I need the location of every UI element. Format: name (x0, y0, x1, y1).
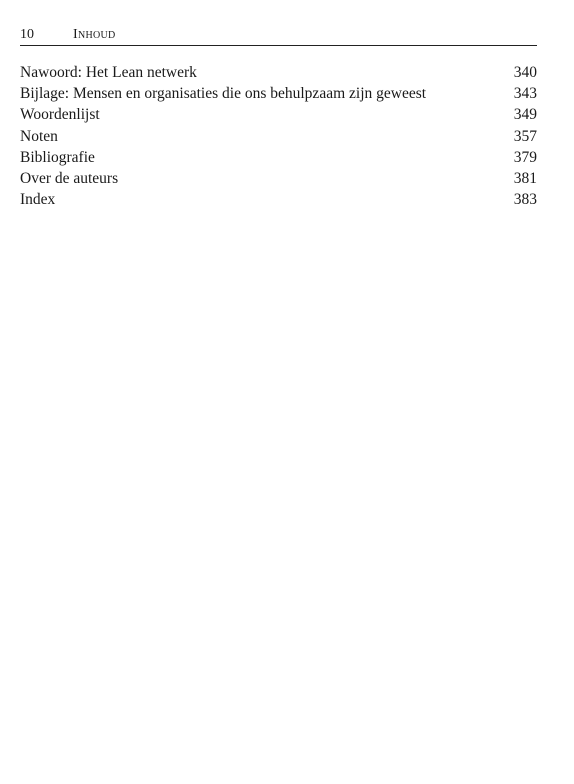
toc-entry-title: Noten (20, 127, 58, 145)
toc-entry (20, 168, 537, 189)
toc-entry (20, 189, 537, 210)
toc-entry-page: 381 (513, 169, 537, 187)
toc-entry-title: Bibliografie (20, 148, 95, 166)
toc-entry-title: Bijlage: Mensen en organisaties die ons behulpzaam zijn geweest (20, 85, 427, 103)
toc-entry (20, 83, 537, 104)
toc-entry-title: Nawoord: Het Lean netwerk (20, 64, 197, 81)
toc-entry-page: 343 (513, 85, 537, 103)
toc-entry-title: Over de auteurs (20, 169, 119, 187)
toc-entry-page: 349 (513, 106, 537, 124)
toc-entry (20, 147, 537, 168)
toc-entry (20, 62, 537, 83)
toc-entry-page: 383 (513, 191, 537, 209)
running-head (20, 26, 537, 46)
toc-entry (20, 104, 537, 125)
toc-entry-title: Index (20, 191, 56, 209)
toc-entry-page: 357 (513, 127, 537, 145)
toc-entry (20, 126, 537, 147)
table-of-contents (20, 62, 537, 210)
toc-entry-page: 340 (513, 64, 537, 81)
page-number: 10 (20, 27, 34, 42)
toc-entry-title: Woordenlijst (20, 106, 100, 124)
toc-entry-page: 379 (513, 148, 537, 166)
section-title: Inhoud (73, 27, 116, 42)
